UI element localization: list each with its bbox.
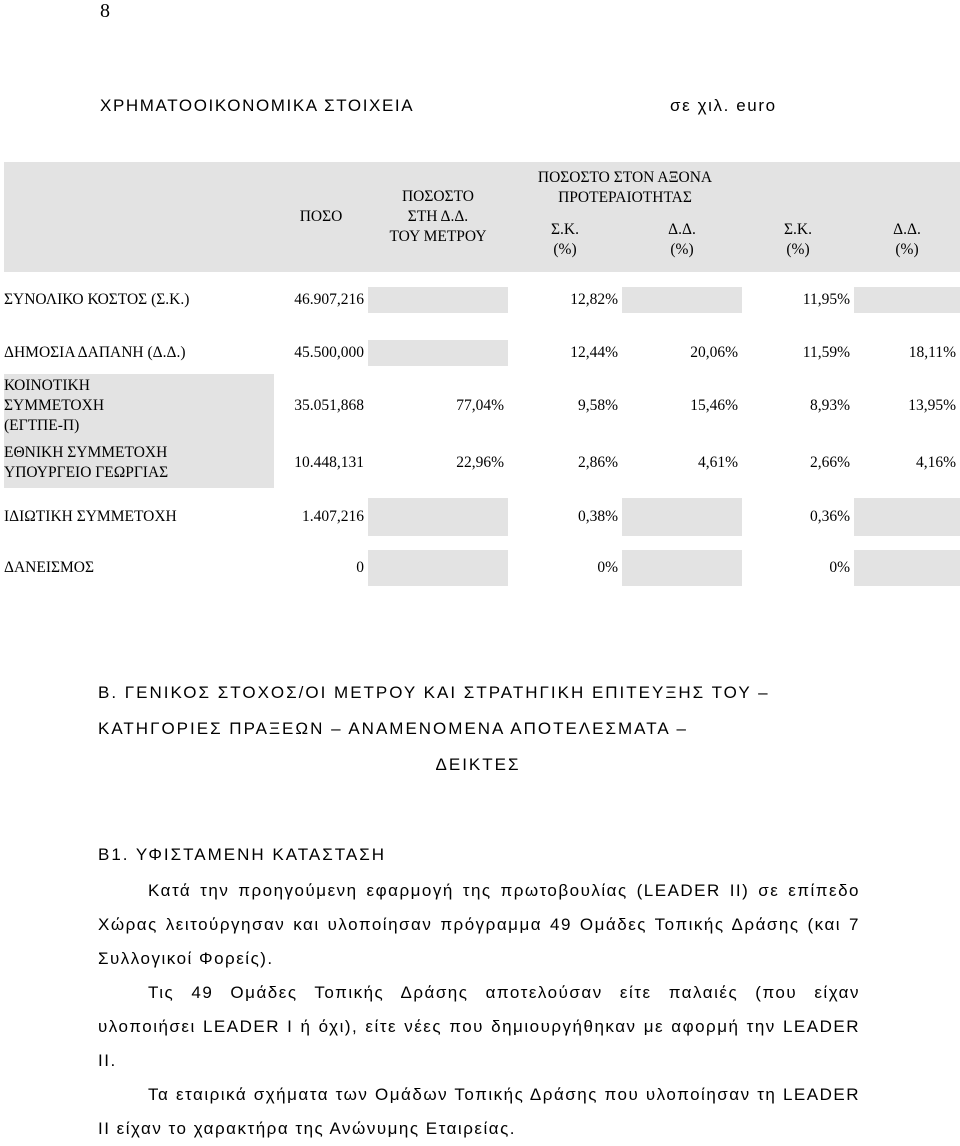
header-percent-of-measure: ΠΟΣΟΣΤΟ ΣΤΗ Δ.Δ. ΤΟΥ ΜΕΤΡΟΥ bbox=[368, 162, 508, 272]
cell-amount: 0 bbox=[356, 559, 364, 576]
row-label-community-contribution: ΚΟΙΝΟΤΙΚΗ ΣΥΜΜΕΤΟΧΗ (ΕΓΤΠΕ-Π) bbox=[4, 374, 274, 438]
section-b-line-3: ΔΕΙΚΤΕΣ bbox=[435, 755, 521, 774]
cell-axis-sk: 9,58% bbox=[577, 397, 618, 414]
table-row bbox=[4, 550, 960, 586]
table-row bbox=[4, 438, 960, 488]
cell-axis-sk: 12,82% bbox=[570, 291, 618, 308]
currency-unit-note: σε χιλ. euro bbox=[670, 96, 777, 115]
cell-programme-sk: 0% bbox=[829, 559, 850, 576]
cell-amount: 1.407,216 bbox=[302, 508, 364, 525]
cell-amount: 46.907,216 bbox=[294, 291, 364, 308]
cell-empty bbox=[854, 550, 960, 586]
row-label-private-contribution: ΙΔΙΩΤΙΚΗ ΣΥΜΜΕΤΟΧΗ bbox=[4, 508, 177, 525]
table-row bbox=[4, 340, 960, 366]
cell-empty bbox=[622, 498, 742, 536]
cell-empty bbox=[854, 287, 960, 313]
cell-empty bbox=[368, 340, 508, 366]
header-empty-cell bbox=[4, 162, 274, 272]
row-label-total-cost: ΣΥΝΟΛΙΚΟ ΚΟΣΤΟΣ (Σ.Κ.) bbox=[4, 291, 190, 308]
header-programme-group bbox=[742, 162, 960, 208]
row-label-borrowing: ΔΑΝΕΙΣΜΟΣ bbox=[4, 559, 95, 576]
cell-axis-dd: 15,46% bbox=[690, 397, 738, 414]
cell-programme-sk: 11,59% bbox=[802, 344, 850, 361]
cell-dd-measure: 22,96% bbox=[456, 454, 504, 471]
cell-programme-dd: 4,16% bbox=[915, 454, 956, 471]
cell-dd-measure: 77,04% bbox=[456, 397, 504, 414]
cell-programme-dd: 13,95% bbox=[908, 397, 956, 414]
row-label-public-expenditure: ΔΗΜΟΣΙΑ ΔΑΠΑΝΗ (Δ.Δ.) bbox=[4, 344, 186, 361]
header-amount: ΠΟΣΟ bbox=[274, 162, 368, 272]
header-axis-dd: Δ.Δ. (%) bbox=[622, 208, 742, 272]
table-row bbox=[4, 287, 960, 313]
cell-empty bbox=[622, 550, 742, 586]
cell-amount: 10.448,131 bbox=[294, 454, 364, 471]
page-number: 8 bbox=[100, 0, 110, 22]
cell-programme-sk: 8,93% bbox=[809, 397, 850, 414]
table-row bbox=[4, 498, 960, 536]
cell-programme-sk: 0,36% bbox=[809, 508, 850, 525]
cell-programme-dd: 18,11% bbox=[908, 344, 956, 361]
cell-empty bbox=[622, 287, 742, 313]
cell-programme-sk: 11,95% bbox=[802, 291, 850, 308]
cell-empty bbox=[368, 287, 508, 313]
paragraph-3: Τα εταιρικά σχήματα των Ομάδων Τοπικής Δράσης που υλοποίησαν τη LEADER II είχαν το χαρακτήρα της Ανώνυμης Εταιρείας. bbox=[98, 1085, 860, 1138]
financial-data-title: ΧΡΗΜΑΤΟΟΙΚΟΝΟΜΙΚΑ ΣΤΟΙΧΕΙΑ bbox=[100, 96, 415, 115]
cell-axis-sk: 0% bbox=[597, 559, 618, 576]
section-b-line-1: Β. ΓΕΝΙΚΟΣ ΣΤΟΧΟΣ/ΟΙ ΜΕΤΡΟΥ ΚΑΙ ΣΤΡΑΤΗΓΙΚΗ ΕΠΙΤΕΥΞΗΣ ΤΟΥ – bbox=[98, 683, 770, 702]
paragraph-1: Κατά την προηγούμενη εφαρμογή της πρωτοβουλίας (LEADER II) σε επίπεδο Χώρας λειτούργησαν και υλοποίησαν πρόγραμμα 49 Ομάδες Τοπικής Δράσης (και 7 Συλλογικοί Φορείς). bbox=[98, 881, 860, 968]
cell-axis-sk: 2,86% bbox=[577, 454, 618, 471]
cell-amount: 45.500,000 bbox=[294, 344, 364, 361]
cell-empty bbox=[854, 498, 960, 536]
header-axis-sk: Σ.Κ. (%) bbox=[508, 208, 622, 272]
row-label-national-contribution: ΕΘΝΙΚΗ ΣΥΜΜΕΤΟΧΗ ΥΠΟΥΡΓΕΙΟ ΓΕΩΡΓΙΑΣ bbox=[4, 438, 274, 488]
header-axis-group: ΠΟΣΟΣΤΟ ΣΤΟΝ ΑΞΟΝΑ ΠΡΟΤΕΡΑΙΟΤΗΤΑΣ bbox=[508, 162, 742, 208]
cell-empty bbox=[368, 498, 508, 536]
cell-axis-dd: 20,06% bbox=[690, 344, 738, 361]
section-b-heading bbox=[98, 675, 858, 783]
table-header-row bbox=[4, 162, 960, 208]
cell-amount: 35.051,868 bbox=[294, 397, 364, 414]
section-b-line-2: ΚΑΤΗΓΟΡΙΕΣ ΠΡΑΞΕΩΝ – ΑΝΑΜΕΝΟΜΕΝΑ ΑΠΟΤΕΛΕΣΜΑΤΑ – bbox=[98, 719, 688, 738]
section-b1-title: Β1. ΥΦΙΣΤΑΜΕΝΗ ΚΑΤΑΣΤΑΣΗ bbox=[98, 845, 386, 864]
cell-axis-sk: 12,44% bbox=[570, 344, 618, 361]
paragraph-2: Τις 49 Ομάδες Τοπικής Δράσης αποτελούσαν είτε παλαιές (που είχαν υλοποιήσει LEADER I ή όχι), είτε νέες που δημιουργήθηκαν με αφορμή την LEADER II. bbox=[98, 983, 860, 1070]
table-row bbox=[4, 374, 960, 438]
cell-axis-sk: 0,38% bbox=[577, 508, 618, 525]
header-programme-sk: Σ.Κ. (%) bbox=[742, 208, 854, 272]
cell-programme-sk: 2,66% bbox=[809, 454, 850, 471]
cell-empty bbox=[368, 550, 508, 586]
header-programme-dd: Δ.Δ. (%) bbox=[854, 208, 960, 272]
cell-axis-dd: 4,61% bbox=[697, 454, 738, 471]
financial-table bbox=[4, 162, 960, 586]
